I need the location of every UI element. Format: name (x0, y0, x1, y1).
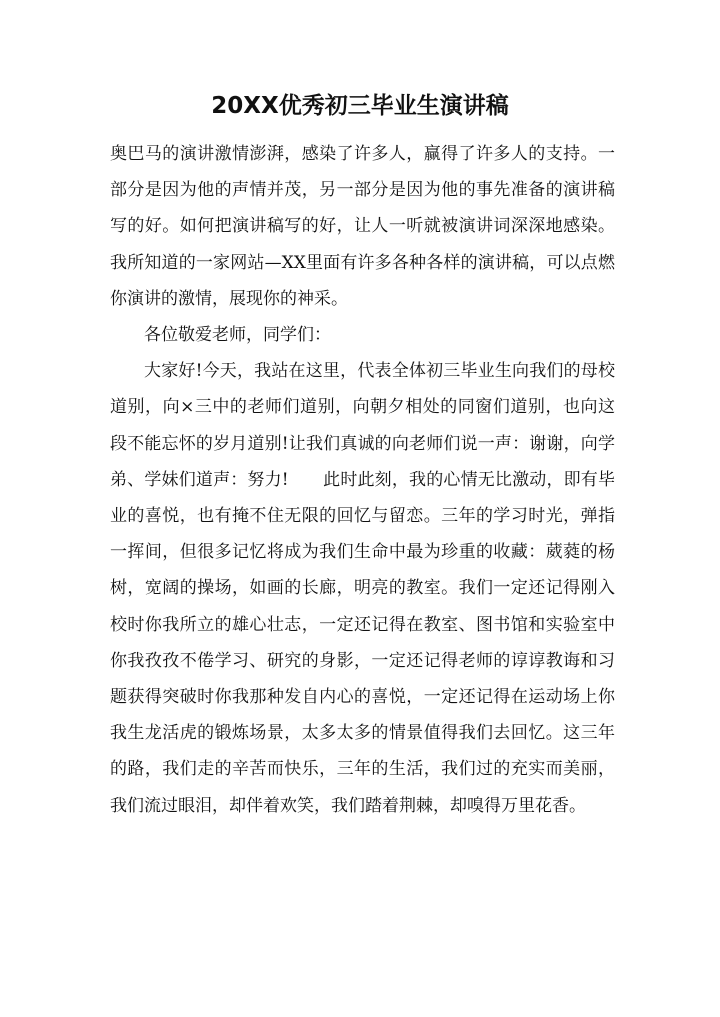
salutation-paragraph: 各位敬爱老师，同学们： (144, 325, 331, 346)
intro-paragraph: 奥巴马的演讲激情澎湃，感染了许多人，赢得了许多人的支持。一部分是因为他的声情并茂，另一部分是因为他的事先准备的演讲稿写的好。如何把演讲稿写的好，让人一听就被演讲词深深地感染。我所知道的一家网站—XX里面有许多各种各样的演讲稿，可以点燃你演讲的激情，展现你的神采。 (110, 144, 615, 309)
document-body (110, 136, 615, 824)
speech-body-paragraph: 大家好!今天，我站在这里，代表全体初三毕业生向我们的母校道别，向×三中的老师们道别，向朝夕相处的同窗们道别，也向这段不能忘怀的岁月道别!让我们真诚的向老师们说一声：谢谢，向学弟、学妹们道声：努力! 此时此刻，我的心情无比激动，即有毕业的喜悦，也有掩不住无限的回忆与留恋。三年的学习时光，弹指一挥间，但很多记忆将成为我们生命中最为珍重的收藏：葳蕤的杨树，宽阔的操场，如画的长廊，明亮的教室。我们一定还记得刚入校时你我所立的雄心壮志，一定还记得在教室、图书馆和实验室中你我孜孜不倦学习、研究的身影，一定还记得老师的谆谆教诲和习题获得突破时你我那种发自内心的喜悦，一定还记得在运动场上你我生龙活虎的锻炼场景，太多太多的情景值得我们去回忆。这三年的路，我们走的辛苦而快乐，三年的生活，我们过的充实而美丽，我们流过眼泪，却伴着欢笑，我们踏着荆棘，却嗅得万里花香。 (110, 361, 615, 816)
document-title: 20XX优秀初三毕业生演讲稿 (211, 93, 509, 119)
